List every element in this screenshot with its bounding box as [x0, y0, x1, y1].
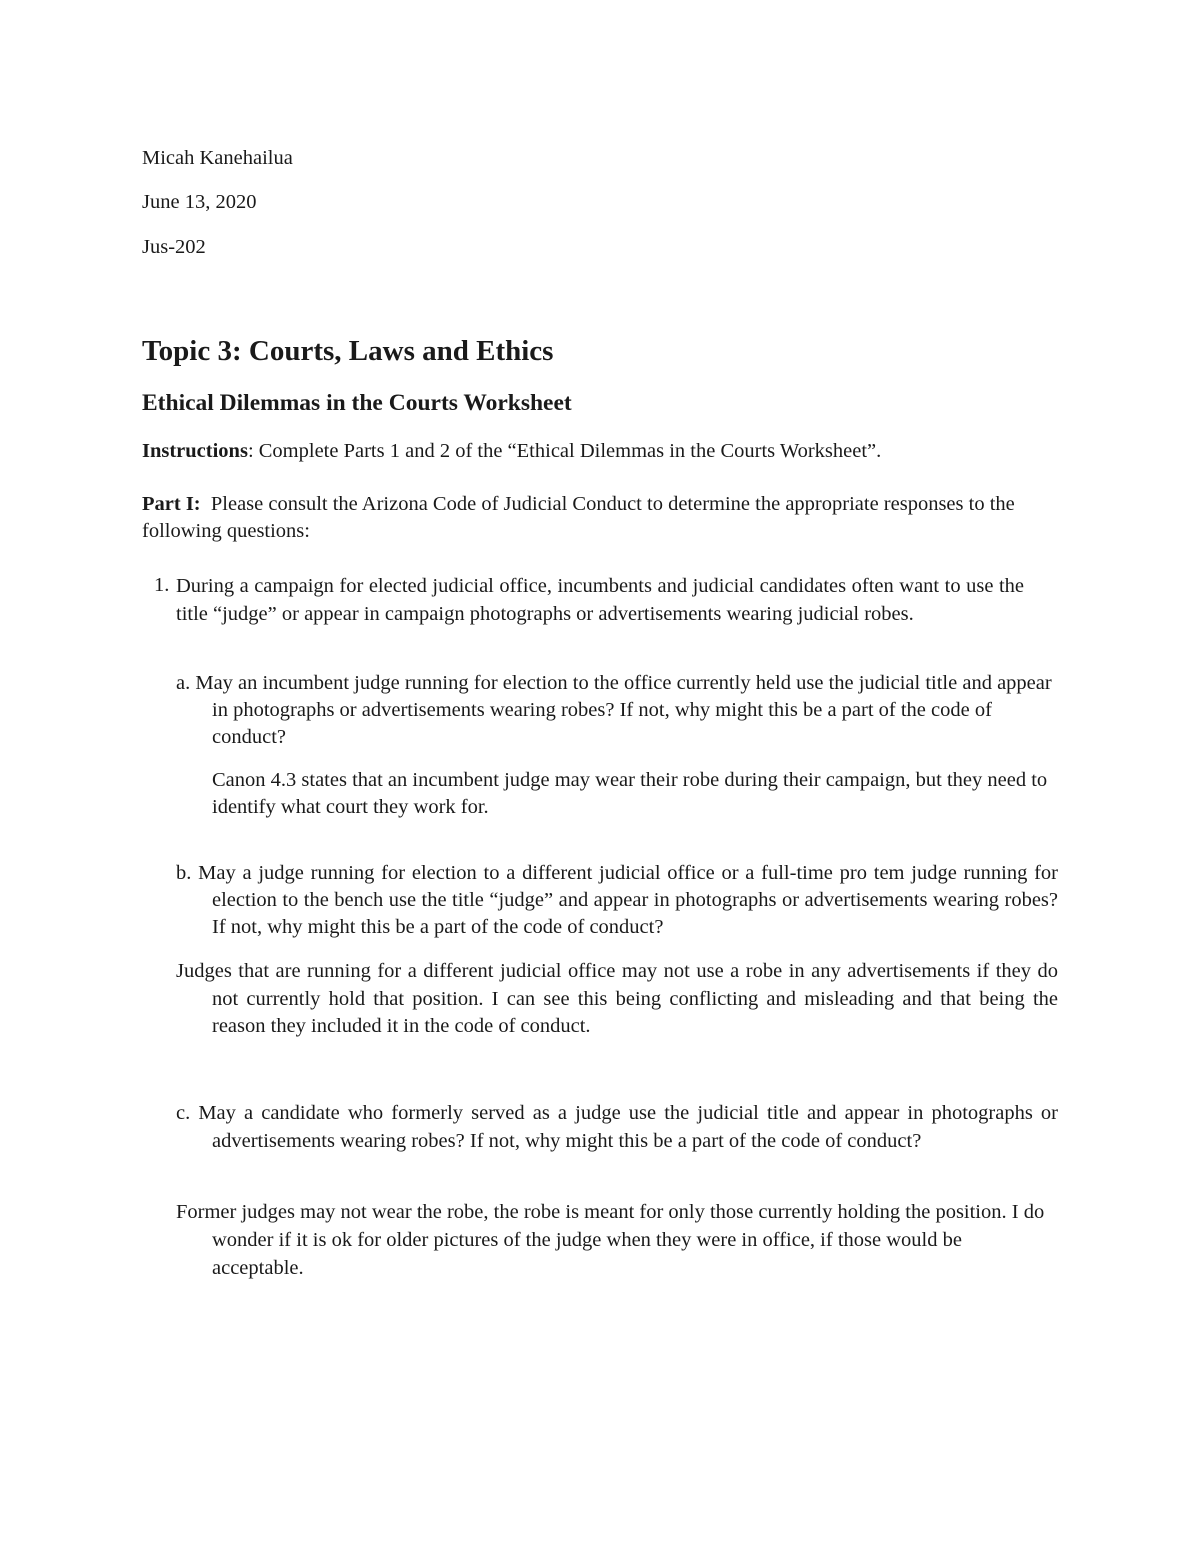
document-title: Topic 3: Courts, Laws and Ethics — [142, 335, 554, 367]
answer-a: Canon 4.3 states that an incumbent judge may wear their robe during their campaign, but they need to identify what court they work for. — [212, 769, 1048, 818]
answer-c: Former judges may not wear the robe, the robe is meant for only those currently holding the position. I do wonder if it is ok for older pictures of the judge when they were in office, if those would be acceptable. — [176, 1201, 1045, 1279]
part1-label: Part I: — [142, 493, 201, 515]
question-1-text: During a campaign for elected judicial office, incumbents and judicial candidates often want to use the title “judge” or appear in campaign photographs or advertisements wearing judicial robes. — [176, 575, 1024, 625]
instructions-text: : Complete Parts 1 and 2 of the “Ethical Dilemmas in the Courts Worksheet”. — [247, 440, 882, 462]
document-date: June 13, 2020 — [142, 191, 257, 213]
subquestion-c: c. May a candidate who formerly served as a judge use the judicial title and appear in photographs or advertisements wearing robes? If not, why might this be a part of the code of conduct? — [176, 1102, 1058, 1152]
author-name: Micah Kanehailua — [142, 147, 293, 169]
subquestion-a: a. May an incumbent judge running for election to the office currently held use the judicial title and appear in photographs or advertisements wearing robes? If not, why might this be a part of the code of conduct? — [176, 672, 1052, 748]
part1-paragraph — [142, 491, 1022, 545]
worksheet-subtitle: Ethical Dilemmas in the Courts Worksheet — [142, 390, 572, 416]
course-code: Jus-202 — [142, 236, 206, 258]
instructions-label: Instructions — [142, 440, 248, 462]
question-1-number: 1. — [154, 574, 170, 596]
subquestion-b: b. May a judge running for election to a different judicial office or a full-time pro tem judge running for election to the bench use the title “judge” and appear in photographs or advertisements wearing robes? If not, why might this be a part of the code of conduct? — [176, 862, 1058, 938]
answer-b: Judges that are running for a different judicial office may not use a robe in any advertisements if they do not currently hold that position. I can see this being conflicting and misleading and that being the reason they included it in the code of conduct. — [176, 960, 1058, 1037]
instructions-paragraph — [142, 438, 1062, 465]
part1-text: Please consult the Arizona Code of Judicial Conduct to determine the appropriate responses to the following questions: — [142, 493, 1020, 542]
